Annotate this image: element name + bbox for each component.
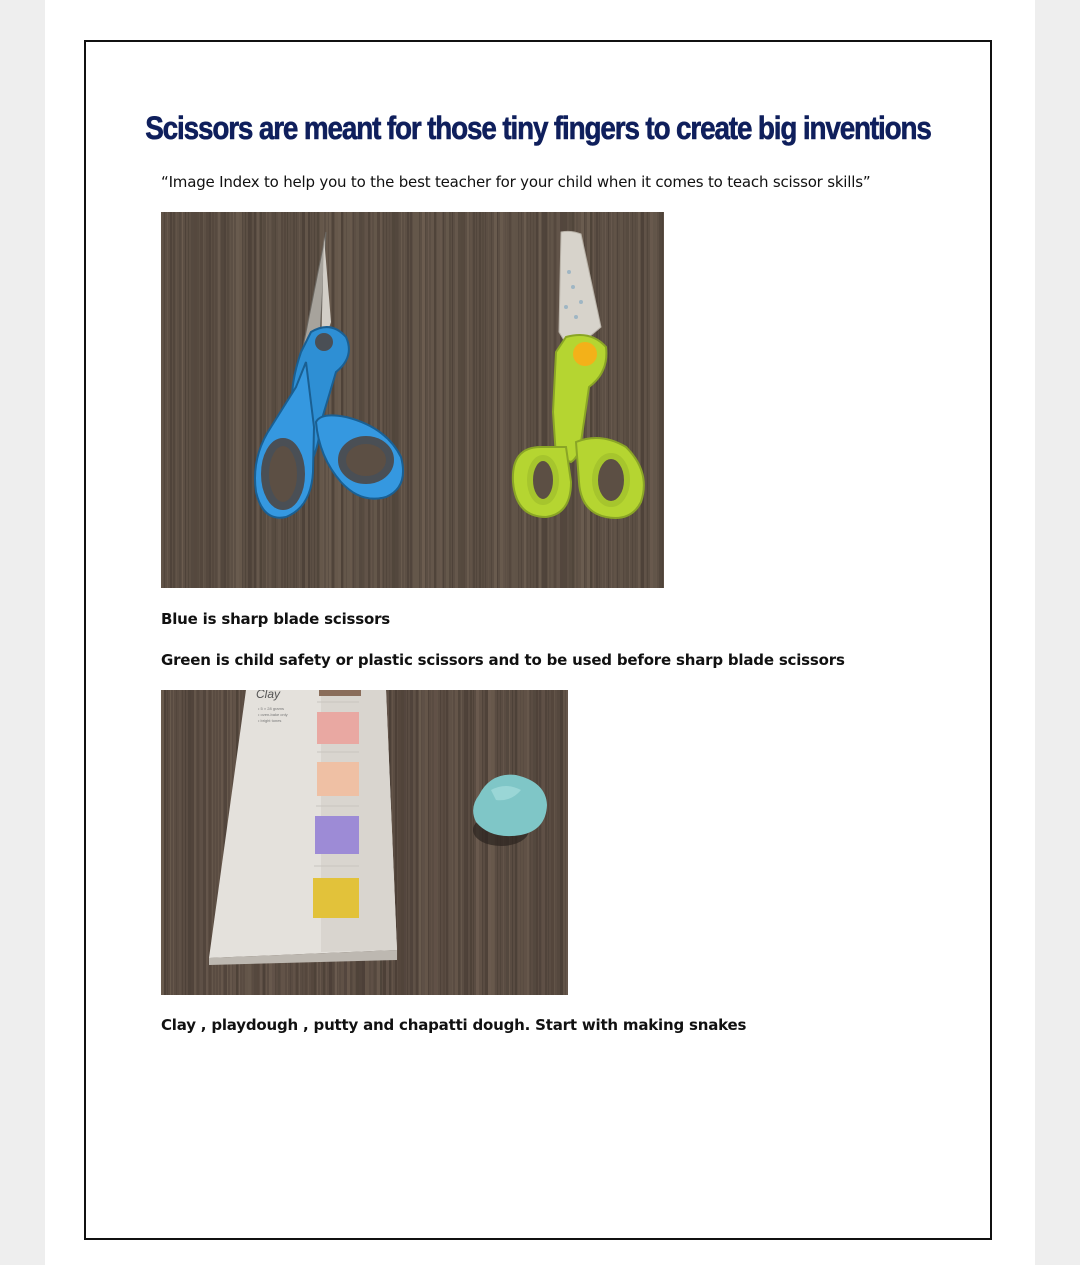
clay-swatch-yellow (313, 878, 359, 918)
page-subtitle: “Image Index to help you to the best teacher for your child when it comes to teach scissor skills” (161, 173, 871, 191)
scissors-photo (161, 212, 664, 588)
clay-photo (161, 690, 568, 995)
clay-swatch-pink (317, 712, 359, 744)
package-line-1: • 5 × 28 grams (258, 706, 284, 711)
caption-blue-scissors: Blue is sharp blade scissors (161, 610, 391, 628)
package-label: Clay (256, 690, 281, 701)
package-line-2: • oven-bake only (258, 712, 288, 717)
package-line-3: • bright tones (258, 718, 282, 723)
clay-swatch-peach (317, 762, 359, 796)
clay-swatch-brown (319, 690, 361, 696)
caption-clay: Clay , playdough , putty and chapatti dough. Start with making snakes (161, 1016, 747, 1034)
page-title: Scissors are meant for those tiny fingers to create big inventions (145, 110, 931, 146)
caption-green-scissors: Green is child safety or plastic scissors and to be used before sharp blade scissors (161, 651, 845, 669)
clay-swatch-purple (315, 816, 359, 854)
